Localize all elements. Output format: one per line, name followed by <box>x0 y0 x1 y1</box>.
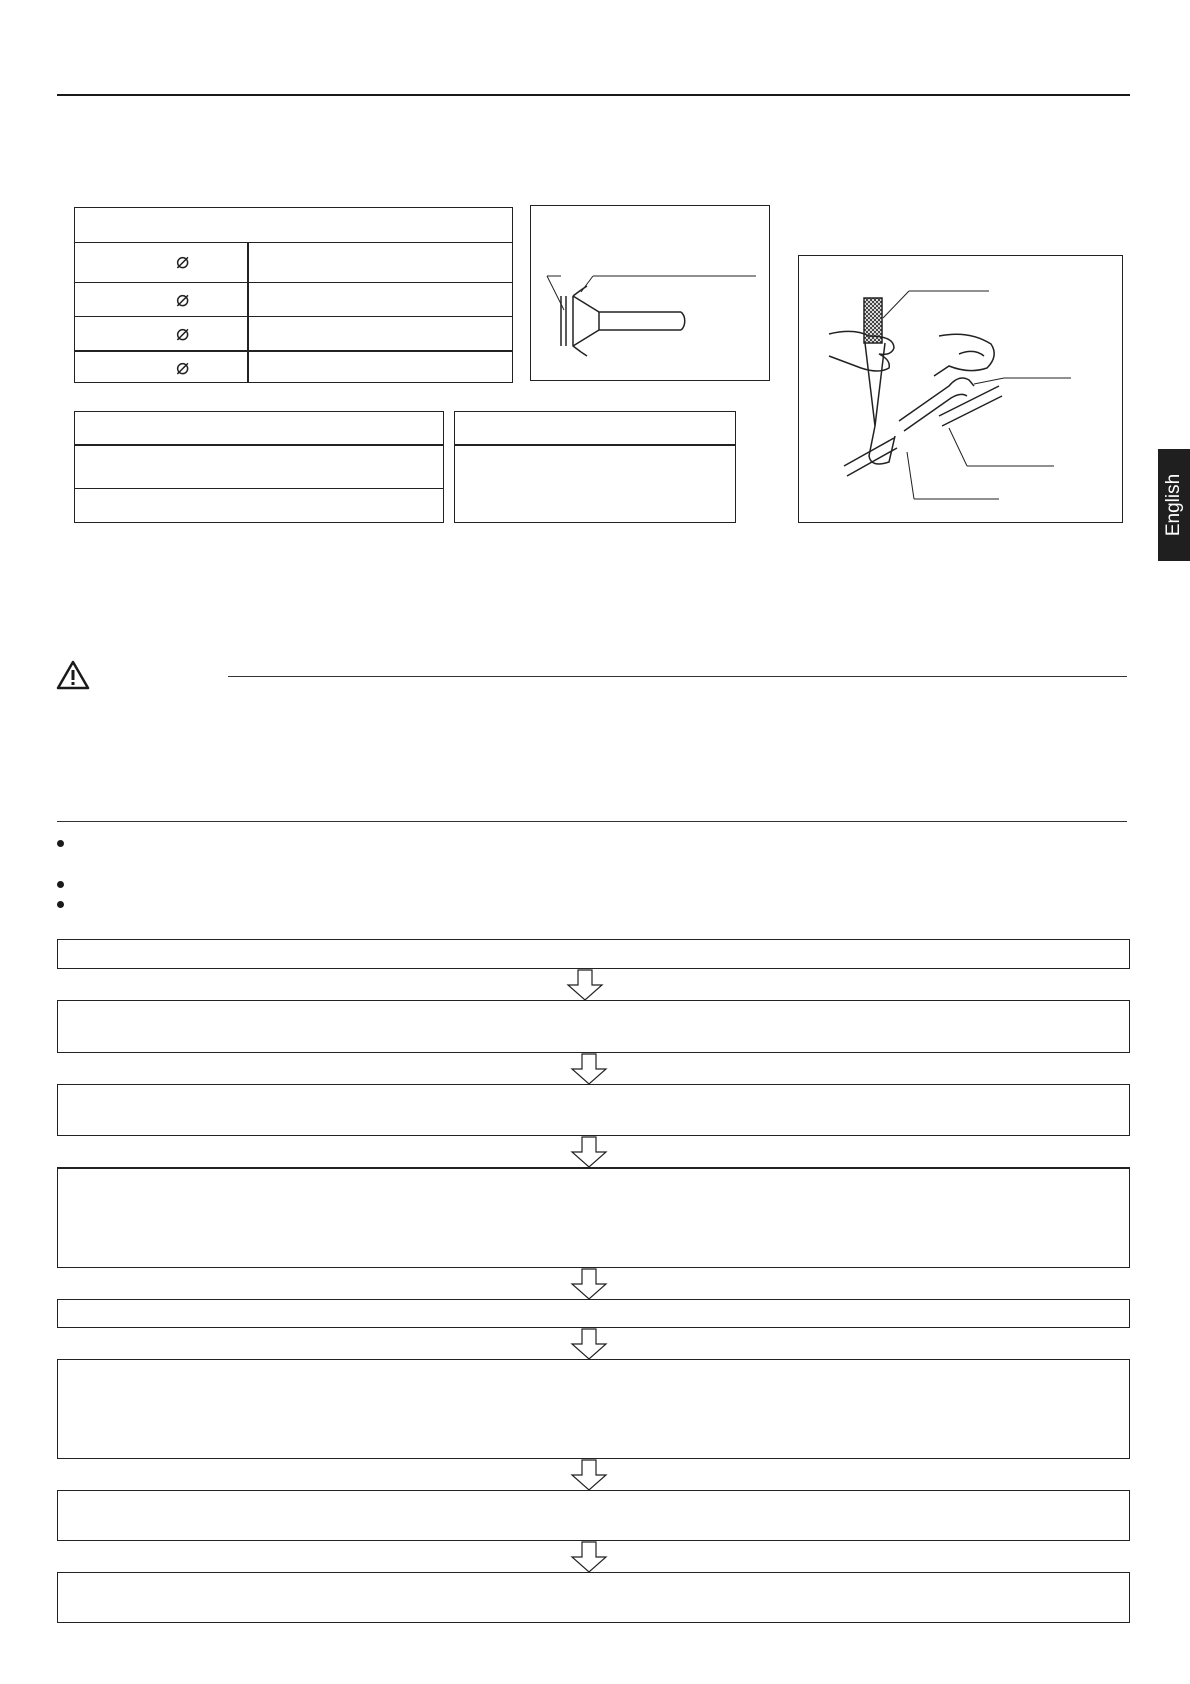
diameter-symbol: ⌀ <box>176 249 190 274</box>
diameter-symbol: ⌀ <box>176 321 190 346</box>
down-arrow-icon <box>570 1136 608 1168</box>
bullet-point <box>57 901 64 908</box>
caution-rule <box>228 676 1127 677</box>
flow-step-4 <box>57 1167 1130 1268</box>
down-arrow-icon <box>570 1053 608 1085</box>
flare-diagram <box>531 206 769 380</box>
down-arrow-icon <box>570 1541 608 1573</box>
flow-step-8 <box>57 1572 1130 1623</box>
flow-step-5 <box>57 1299 1130 1328</box>
caution-icon <box>56 660 90 690</box>
flow-step-3 <box>57 1084 1130 1136</box>
diameter-symbol: ⌀ <box>176 287 190 312</box>
header-rule <box>57 94 1130 96</box>
table-row-divider <box>75 488 443 489</box>
table-row-divider <box>455 444 735 446</box>
down-arrow-icon <box>570 1268 608 1300</box>
pipe-size-table <box>74 207 513 383</box>
flow-step-6 <box>57 1359 1130 1459</box>
lower-right-table <box>454 411 736 523</box>
flare-figure <box>530 205 770 381</box>
flow-step-7 <box>57 1490 1130 1541</box>
down-arrow-icon <box>570 1459 608 1491</box>
language-tab-label: English <box>1163 473 1185 537</box>
table-row-divider <box>75 242 512 243</box>
diameter-symbol: ⌀ <box>176 355 190 380</box>
down-arrow-icon <box>566 969 604 1001</box>
bullet-point <box>57 840 64 847</box>
wrench-figure <box>798 255 1123 523</box>
bullet-point <box>57 881 64 888</box>
table-column-divider <box>247 242 249 382</box>
table-row-divider <box>75 444 443 446</box>
flow-step-2 <box>57 1000 1130 1053</box>
down-arrow-icon <box>570 1328 608 1360</box>
language-tab <box>1158 449 1190 561</box>
flow-step-1 <box>57 939 1130 969</box>
section-rule <box>57 821 1127 822</box>
lower-left-table <box>74 411 444 523</box>
wrench-illustration <box>799 256 1122 522</box>
table-row-divider <box>75 282 512 283</box>
table-row-divider <box>75 316 512 317</box>
table-row-divider <box>75 350 512 352</box>
